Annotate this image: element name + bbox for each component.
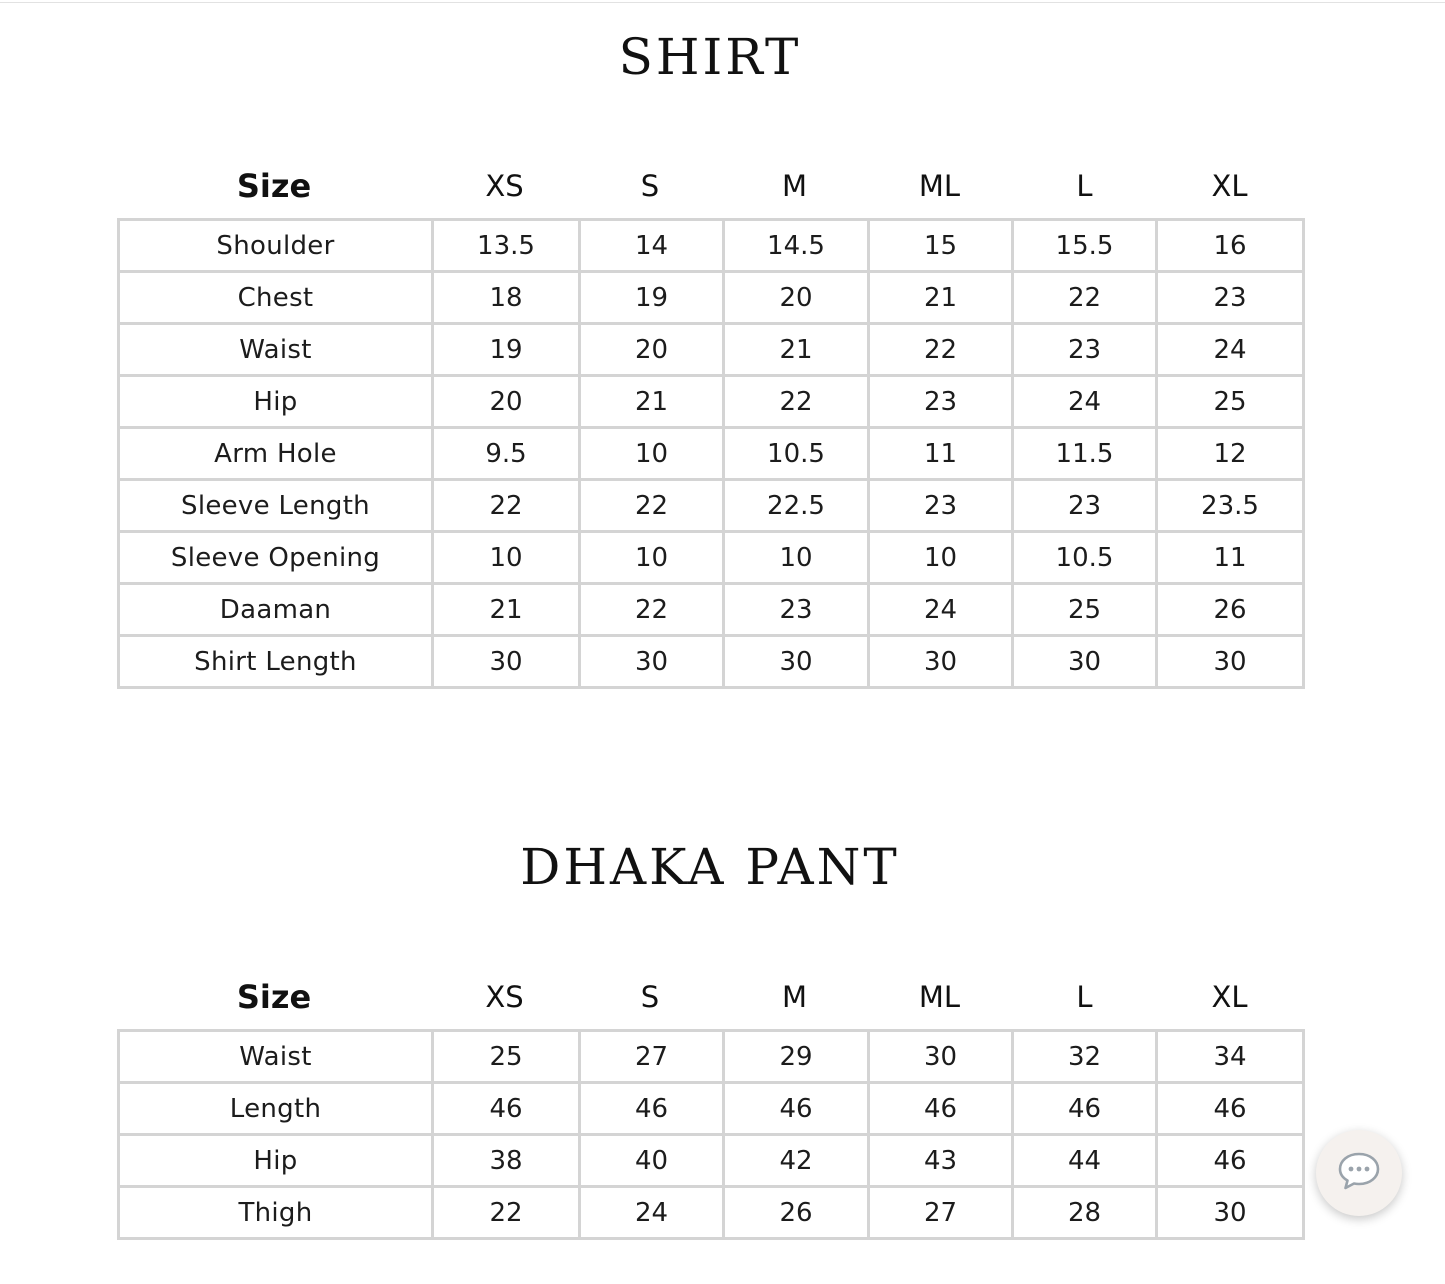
table-cell: 22 xyxy=(580,584,724,636)
size-header-label: Size xyxy=(236,978,312,1016)
table-cell: 10 xyxy=(869,532,1013,584)
table-cell: 46 xyxy=(580,1083,724,1135)
table-cell: 24 xyxy=(869,584,1013,636)
table-cell: 44 xyxy=(1013,1135,1157,1187)
table-row xyxy=(119,480,1304,532)
table-cell: 24 xyxy=(1013,376,1157,428)
table-cell: 25 xyxy=(433,1031,580,1083)
table-cell: 20 xyxy=(724,272,869,324)
row-label: Shirt Length xyxy=(119,636,433,688)
size-header-l: L xyxy=(1076,980,1093,1014)
table-cell: 26 xyxy=(1157,584,1304,636)
table-cell: 46 xyxy=(869,1083,1013,1135)
table-cell: 23 xyxy=(869,376,1013,428)
size-header-ml: ML xyxy=(918,980,961,1014)
table-cell: 30 xyxy=(433,636,580,688)
table-cell: 10.5 xyxy=(724,428,869,480)
shirt-size-table xyxy=(117,218,1305,689)
row-label: Daaman xyxy=(119,584,433,636)
table-cell: 23 xyxy=(1157,272,1304,324)
table-cell: 32 xyxy=(1013,1031,1157,1083)
row-label: Waist xyxy=(119,324,433,376)
size-header-m: M xyxy=(781,169,808,203)
table-cell: 46 xyxy=(1157,1135,1304,1187)
table-cell: 10.5 xyxy=(1013,532,1157,584)
table-cell: 30 xyxy=(1157,1187,1304,1239)
table-cell: 13.5 xyxy=(433,220,580,272)
table-cell: 24 xyxy=(580,1187,724,1239)
table-row xyxy=(119,532,1304,584)
shirt-section-title: SHIRT xyxy=(618,28,802,86)
table-cell: 14.5 xyxy=(724,220,869,272)
table-cell: 43 xyxy=(869,1135,1013,1187)
table-cell: 34 xyxy=(1157,1031,1304,1083)
size-header-label: Size xyxy=(236,167,312,205)
table-cell: 10 xyxy=(724,532,869,584)
top-divider xyxy=(0,2,1445,3)
table-cell: 24 xyxy=(1157,324,1304,376)
row-label: Shoulder xyxy=(119,220,433,272)
table-cell: 25 xyxy=(1157,376,1304,428)
table-row xyxy=(119,428,1304,480)
table-cell: 42 xyxy=(724,1135,869,1187)
table-cell: 46 xyxy=(433,1083,580,1135)
table-cell: 23 xyxy=(724,584,869,636)
table-cell: 15.5 xyxy=(1013,220,1157,272)
table-cell: 20 xyxy=(433,376,580,428)
table-cell: 21 xyxy=(433,584,580,636)
row-label: Arm Hole xyxy=(119,428,433,480)
shirt-size-header xyxy=(117,166,1302,206)
row-label: Sleeve Opening xyxy=(119,532,433,584)
table-cell: 12 xyxy=(1157,428,1304,480)
chat-button[interactable] xyxy=(1316,1130,1402,1216)
table-row xyxy=(119,1187,1304,1239)
table-cell: 30 xyxy=(580,636,724,688)
table-cell: 11.5 xyxy=(1013,428,1157,480)
table-cell: 27 xyxy=(869,1187,1013,1239)
table-cell: 15 xyxy=(869,220,1013,272)
table-row xyxy=(119,324,1304,376)
size-header-m: M xyxy=(781,980,808,1014)
size-header-s: S xyxy=(640,980,660,1014)
table-cell: 23.5 xyxy=(1157,480,1304,532)
table-cell: 19 xyxy=(433,324,580,376)
table-row xyxy=(119,376,1304,428)
table-cell: 26 xyxy=(724,1187,869,1239)
table-cell: 19 xyxy=(580,272,724,324)
size-header-s: S xyxy=(640,169,660,203)
table-row xyxy=(119,636,1304,688)
table-cell: 16 xyxy=(1157,220,1304,272)
table-cell: 14 xyxy=(580,220,724,272)
table-cell: 10 xyxy=(433,532,580,584)
table-cell: 30 xyxy=(869,1031,1013,1083)
table-cell: 23 xyxy=(1013,324,1157,376)
row-label: Hip xyxy=(119,376,433,428)
table-cell: 21 xyxy=(869,272,1013,324)
table-cell: 22 xyxy=(1013,272,1157,324)
row-label: Chest xyxy=(119,272,433,324)
table-cell: 9.5 xyxy=(433,428,580,480)
table-cell: 10 xyxy=(580,532,724,584)
table-cell: 23 xyxy=(1013,480,1157,532)
table-row xyxy=(119,1135,1304,1187)
size-header-xs: XS xyxy=(485,169,524,203)
table-cell: 21 xyxy=(724,324,869,376)
table-cell: 22 xyxy=(580,480,724,532)
row-label: Thigh xyxy=(119,1187,433,1239)
table-row xyxy=(119,1083,1304,1135)
table-cell: 22.5 xyxy=(724,480,869,532)
table-row xyxy=(119,272,1304,324)
table-cell: 27 xyxy=(580,1031,724,1083)
size-header-ml: ML xyxy=(918,169,961,203)
table-row xyxy=(119,1031,1304,1083)
table-cell: 11 xyxy=(869,428,1013,480)
table-cell: 30 xyxy=(724,636,869,688)
shirt-table-body xyxy=(119,220,1304,688)
table-cell: 10 xyxy=(580,428,724,480)
table-cell: 30 xyxy=(1013,636,1157,688)
row-label: Hip xyxy=(119,1135,433,1187)
row-label: Length xyxy=(119,1083,433,1135)
table-cell: 22 xyxy=(724,376,869,428)
table-cell: 46 xyxy=(1157,1083,1304,1135)
table-cell: 22 xyxy=(869,324,1013,376)
chat-bubble-icon xyxy=(1337,1151,1381,1195)
pant-size-header xyxy=(117,977,1302,1017)
size-header-l: L xyxy=(1076,169,1093,203)
table-cell: 25 xyxy=(1013,584,1157,636)
table-cell: 29 xyxy=(724,1031,869,1083)
table-cell: 18 xyxy=(433,272,580,324)
table-row xyxy=(119,220,1304,272)
row-label: Waist xyxy=(119,1031,433,1083)
table-cell: 22 xyxy=(433,1187,580,1239)
table-cell: 23 xyxy=(869,480,1013,532)
size-header-xl: XL xyxy=(1211,169,1248,203)
pant-section-title: DHAKA PANT xyxy=(520,838,900,896)
size-header-xl: XL xyxy=(1211,980,1248,1014)
table-row xyxy=(119,584,1304,636)
size-header-xs: XS xyxy=(485,980,524,1014)
table-cell: 20 xyxy=(580,324,724,376)
table-cell: 28 xyxy=(1013,1187,1157,1239)
table-cell: 46 xyxy=(724,1083,869,1135)
table-cell: 30 xyxy=(869,636,1013,688)
table-cell: 40 xyxy=(580,1135,724,1187)
table-cell: 21 xyxy=(580,376,724,428)
pant-table-body xyxy=(119,1031,1304,1239)
table-cell: 46 xyxy=(1013,1083,1157,1135)
table-cell: 22 xyxy=(433,480,580,532)
row-label: Sleeve Length xyxy=(119,480,433,532)
table-cell: 11 xyxy=(1157,532,1304,584)
table-cell: 30 xyxy=(1157,636,1304,688)
table-cell: 38 xyxy=(433,1135,580,1187)
pant-size-table xyxy=(117,1029,1305,1240)
